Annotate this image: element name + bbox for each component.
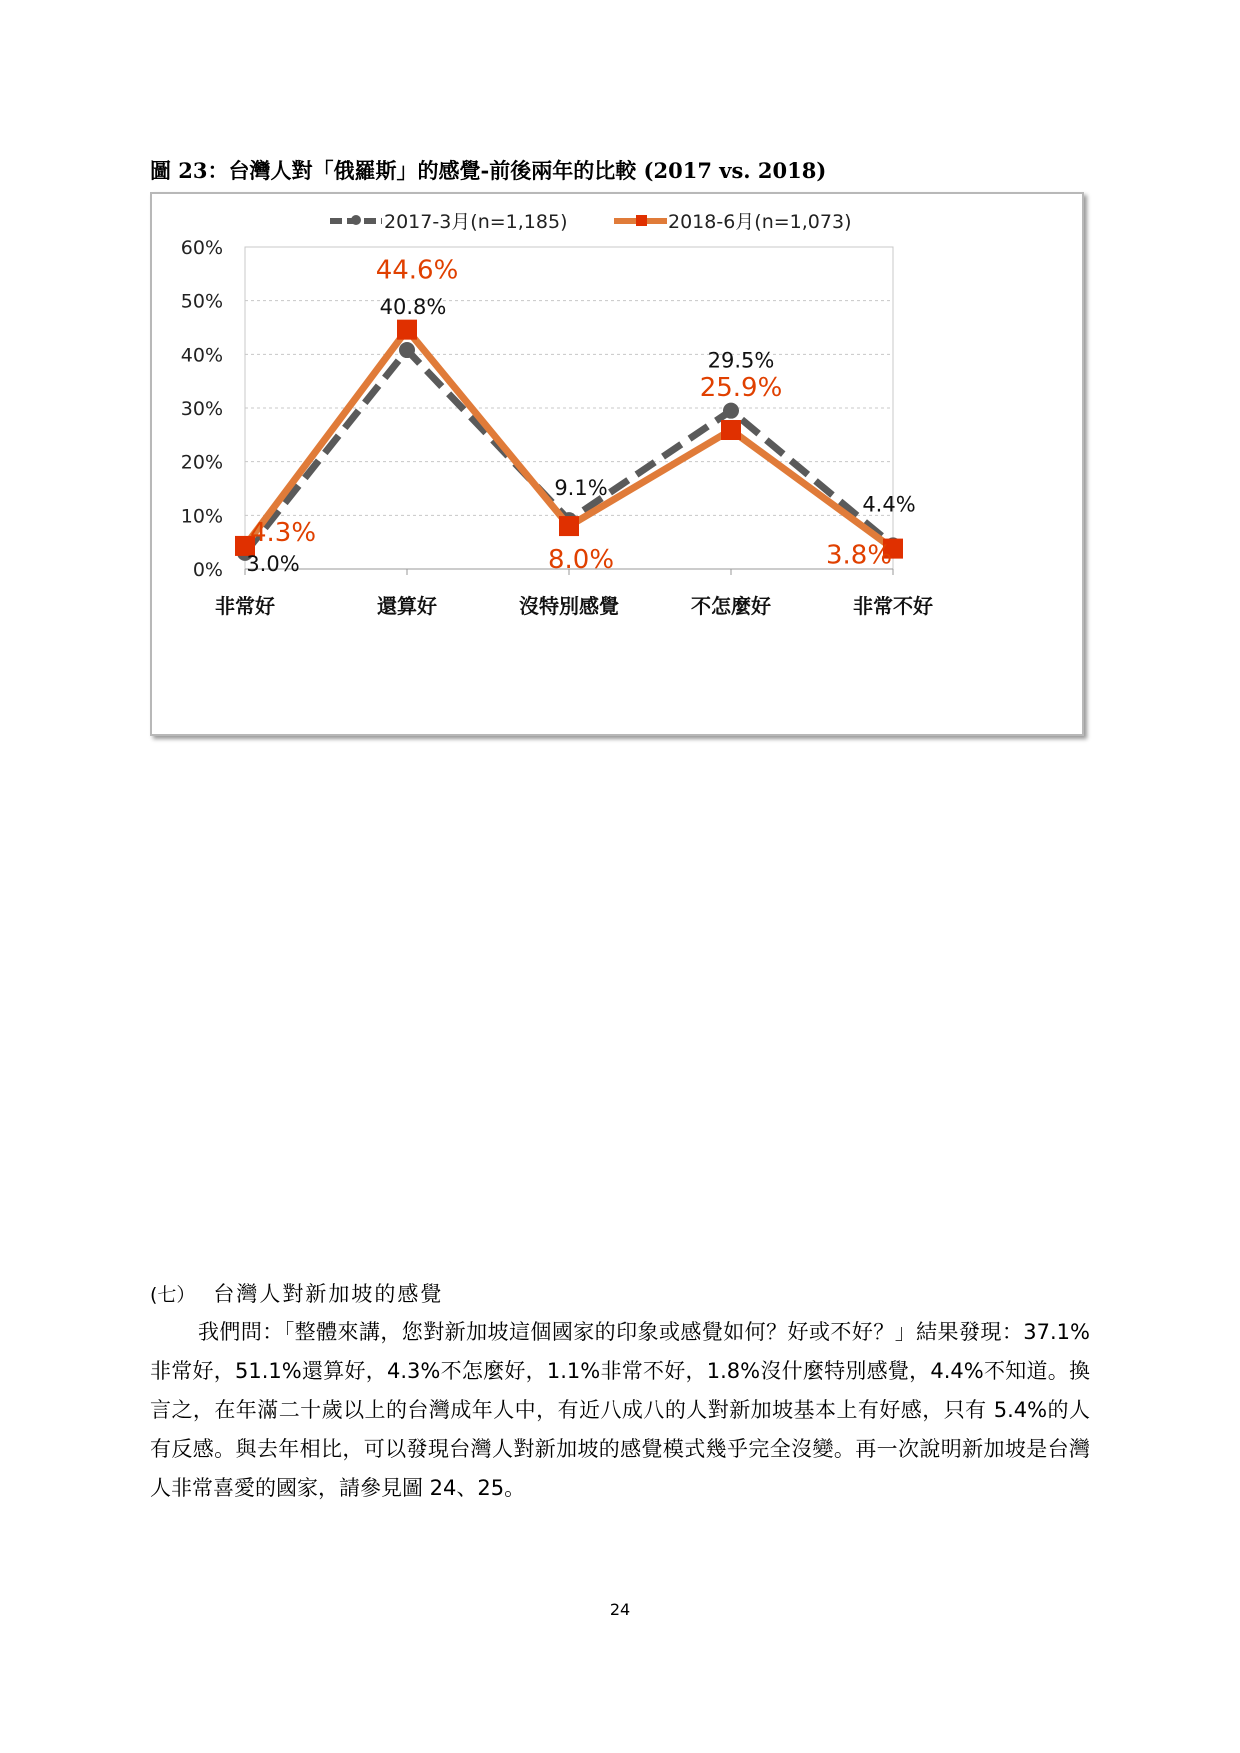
data-label-2017: 29.5%: [707, 348, 775, 373]
y-tick-label: 10%: [180, 505, 223, 528]
section-number: (七）: [150, 1284, 196, 1306]
data-label-2017: 4.4%: [862, 492, 916, 517]
section-title: 台灣人對新加坡的感覺: [213, 1282, 444, 1306]
figure-title: 圖 23：台灣人對「俄羅斯」的感覺-前後兩年的比較 (2017 vs. 2018): [150, 158, 827, 183]
data-point-2018: [397, 320, 417, 340]
y-tick-label: 40%: [180, 344, 223, 367]
data-label-2018: 8.0%: [547, 545, 615, 576]
data-point-2018: [721, 420, 741, 440]
data-label-2017: 40.8%: [379, 295, 447, 320]
data-label-2017: 9.1%: [554, 476, 608, 501]
x-tick-label: 還算好: [377, 594, 437, 618]
data-point-2017: [723, 403, 739, 419]
line-chart: [152, 194, 1082, 734]
x-tick-label: 非常不好: [853, 594, 933, 618]
legend-marker-2018: [636, 215, 647, 226]
data-point-2017: [399, 342, 415, 358]
y-tick-label: 30%: [180, 398, 223, 420]
page-number: 24: [609, 1600, 631, 1619]
data-label-2018: 3.8%: [825, 540, 893, 571]
x-tick-label: 沒特別感覺: [519, 594, 619, 618]
y-tick-label: 0%: [192, 559, 223, 581]
body-text: [150, 1313, 1090, 1508]
y-tick-label: 50%: [180, 290, 223, 313]
section-heading: [150, 1278, 443, 1308]
data-label-2018: 44.6%: [375, 255, 459, 286]
body-paragraph: 我們問：「整體來講，您對新加坡這個國家的印象或感覺如何？好或不好？」結果發現：37.1%非常好，51.1%還算好，4.3%不怎麼好，1.1%非常不好，1.8%沒什麼特別感覺，4.4%不知道。換言之，在年滿二十歲以上的台灣成年人中，有近八成八的人對新加坡基本上有好感，只有 5.4%的人有反感。與去年相比，可以發現台灣人對新加坡的感覺模式幾乎完全沒變。再一次說明新加坡是台灣人非常喜愛的國家，請參見圖 24、25。: [150, 1320, 1090, 1500]
x-tick-label: 非常好: [215, 594, 275, 618]
legend-label-2017: 2017-3月(n=1,185): [384, 211, 568, 233]
y-tick-label: 60%: [180, 237, 223, 259]
data-label-2018: 4.3%: [249, 517, 317, 548]
chart-frame: [150, 192, 1084, 736]
data-label-2018: 25.9%: [699, 373, 783, 404]
data-point-2018: [559, 516, 579, 536]
legend-marker-2017: [351, 215, 361, 225]
y-tick-label: 20%: [180, 451, 223, 474]
data-label-2017: 3.0%: [246, 551, 300, 576]
x-tick-label: 不怎麼好: [691, 594, 771, 618]
legend-label-2018: 2018-6月(n=1,073): [668, 211, 852, 233]
